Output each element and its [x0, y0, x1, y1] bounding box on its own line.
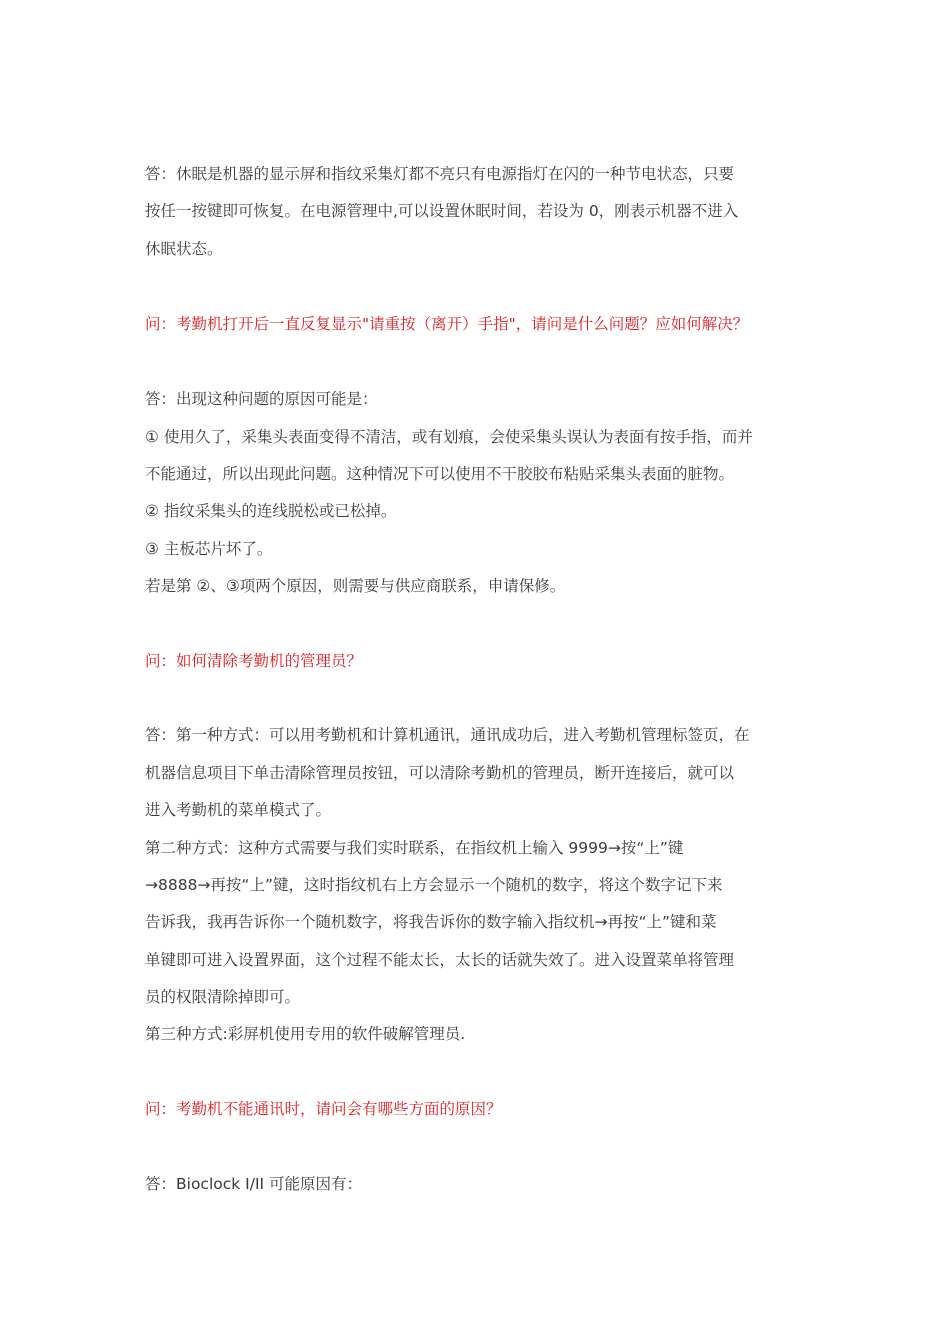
answer-line: 不能通过，所以出现此问题。这种情况下可以使用不干胶胶布粘贴采集头表面的脏物。	[145, 465, 735, 483]
answer-line: 第三种方式:彩屏机使用专用的软件破解管理员.	[145, 1025, 466, 1043]
answer-line: ③ 主板芯片坏了。	[145, 540, 273, 558]
answer-line: 若是第 ②、③项两个原因，则需要与供应商联系，申请保修。	[145, 577, 566, 595]
answer-line: 答：Bioclock I/II 可能原因有：	[145, 1175, 363, 1193]
question-heading: 问：考勤机打开后一直反复显示"请重按（离开）手指"，请问是什么问题？应如何解决？	[145, 315, 749, 333]
question-heading: 问：如何清除考勤机的管理员？	[145, 652, 363, 670]
answer-line: 答：休眠是机器的显示屏和指纹采集灯都不亮只有电源指灯在闪的一种节电状态，只要	[145, 165, 735, 183]
answer-line: 员的权限清除掉即可。	[145, 988, 301, 1006]
answer-line: →8888→再按“上”键，这时指纹机右上方会显示一个随机的数字，将这个数字记下来	[145, 876, 723, 894]
answer-line: 按任一按键即可恢复。在电源管理中,可以设置休眠时间，若设为 0，刚表示机器不进入	[145, 202, 739, 220]
question-heading: 问：考勤机不能通讯时，请问会有哪些方面的原因？	[145, 1100, 502, 1118]
answer-line: 机器信息项目下单击清除管理员按钮，可以清除考勤机的管理员，断开连接后，就可以	[145, 764, 735, 782]
answer-line: 进入考勤机的菜单模式了。	[145, 801, 332, 819]
answer-line: 第二种方式：这种方式需要与我们实时联系，在指纹机上输入 9999→按“上”键	[145, 839, 684, 857]
answer-line: 答：出现这种问题的原因可能是：	[145, 390, 378, 408]
answer-line: 单键即可进入设置界面，这个过程不能太长，太长的话就失效了。进入设置菜单将管理	[145, 951, 735, 969]
answer-line: 告诉我，我再告诉你一个随机数字，将我告诉你的数字输入指纹机→再按“上”键和菜	[145, 913, 717, 931]
answer-line: 答：第一种方式：可以用考勤机和计算机通讯，通讯成功后，进入考勤机管理标签页，在	[145, 726, 750, 744]
answer-line: 休眠状态。	[145, 240, 223, 258]
answer-line: ② 指纹采集头的连线脱松或已松掉。	[145, 502, 397, 520]
answer-line: ① 使用久了，采集头表面变得不清洁，或有划痕，会使采集头误认为表面有按手指，而并	[145, 428, 753, 446]
